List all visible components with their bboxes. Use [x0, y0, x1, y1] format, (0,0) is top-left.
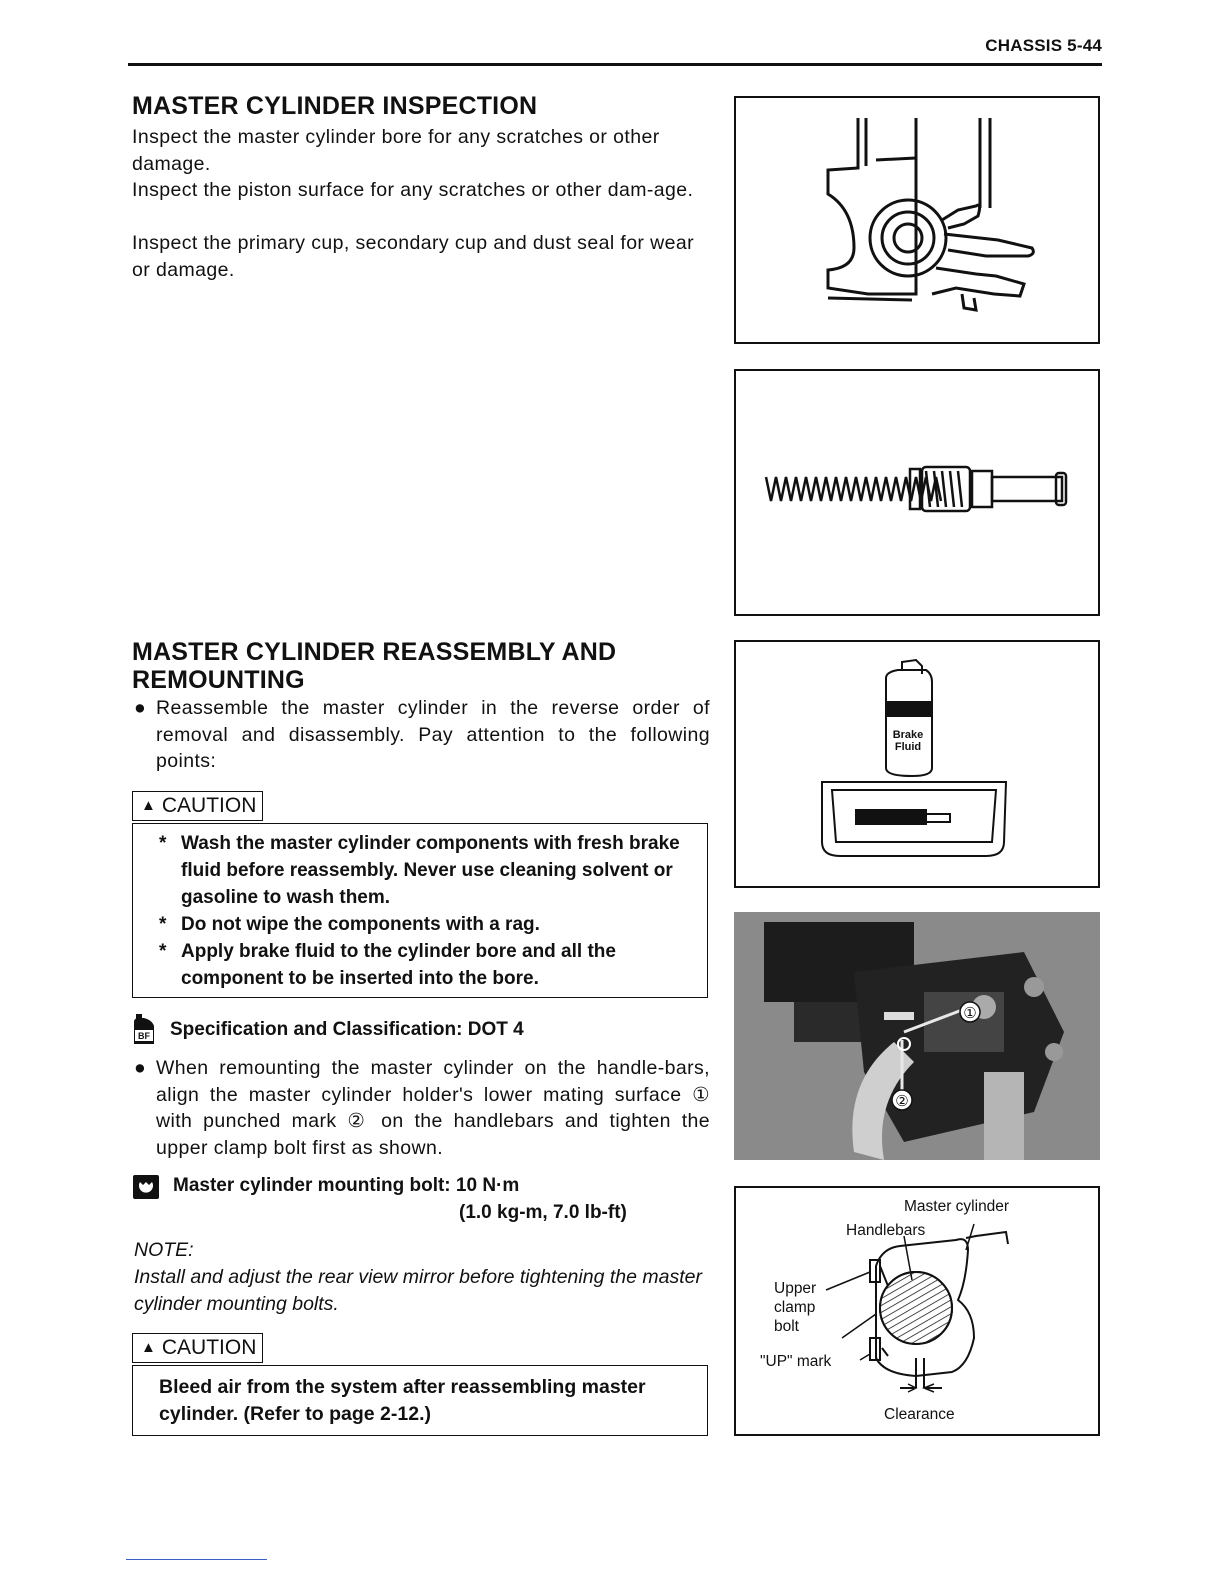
caution-2-text: Bleed air from the system after reassembling master cylinder. (Refer to page 2-12.): [159, 1376, 646, 1425]
reassembly-heading-line-1: MASTER CYLINDER REASSEMBLY AND: [132, 638, 617, 666]
reassembly-heading: [132, 638, 616, 694]
torque-spec-line-2: (1.0 kg-m, 7.0 lb-ft): [459, 1202, 627, 1223]
inspection-paragraph-2: Inspect the piston surface for any scratches or other dam-age.: [132, 179, 694, 201]
caution-box-2: [132, 1365, 708, 1436]
note-text: Install and adjust the rear view mirror before tightening the master cylinder mounting bolts.: [134, 1266, 702, 1315]
inspection-paragraph-3: Inspect the primary cup, secondary cup and dust seal for wear or damage.: [132, 232, 695, 281]
inspection-paragraph-1: Inspect the master cylinder bore for any scratches or other damage.: [132, 126, 660, 175]
reassembly-bullet-1-text: Reassemble the master cylinder in the reverse order of removal and disassembly. Pay attention to the following points:: [156, 697, 710, 772]
label-upper-clamp-bolt: Upper clamp bolt: [774, 1280, 817, 1335]
note-label: NOTE:: [134, 1239, 194, 1261]
warning-triangle-icon: ▲: [141, 797, 156, 814]
caution-box-1: [132, 823, 708, 998]
warning-triangle-icon: ▲: [141, 1339, 156, 1356]
reassembly-heading-line-2: REMOUNTING: [132, 666, 305, 694]
label-master-cylinder: Master cylinder: [904, 1198, 1010, 1215]
footer-link-line: [126, 1559, 267, 1560]
figure-master-cylinder-bore: [734, 96, 1100, 344]
caution-item-3: * Apply brake fluid to the cylinder bore and all the component to be inserted into the bore.: [159, 941, 616, 989]
svg-text:Fluid: Fluid: [894, 741, 922, 753]
svg-text:②: ②: [895, 1092, 909, 1110]
figure-clamp-diagram: [734, 1186, 1100, 1436]
svg-text:①: ①: [963, 1004, 977, 1022]
label-handlebars: Handlebars: [846, 1222, 926, 1239]
figure-photo-mounted-cylinder: [734, 912, 1100, 1160]
piston-spring-illustration: [736, 371, 1098, 614]
torque-spec-line-1: Master cylinder mounting bolt: 10 N·m: [173, 1175, 520, 1196]
inspection-heading: MASTER CYLINDER INSPECTION: [132, 92, 538, 120]
caution-label-1: [132, 791, 263, 821]
label-clearance: Clearance: [884, 1406, 955, 1423]
caution-item-2: * Do not wipe the components with a rag.: [159, 914, 540, 935]
page-header: [128, 36, 1102, 66]
brake-fluid-tray-illustration: [736, 642, 1098, 886]
caution-label-2-text: CAUTION: [161, 1336, 257, 1359]
brake-fluid-icon: [132, 1012, 162, 1051]
reassembly-bullet-2: [132, 1055, 710, 1161]
figure-brake-fluid-wash: [734, 640, 1100, 888]
label-up-mark: "UP" mark: [760, 1353, 832, 1370]
caution-label-2: [132, 1333, 263, 1363]
figure-piston-and-cups: [734, 369, 1100, 616]
svg-text:BF: BF: [138, 1031, 150, 1041]
spec-classification: Specification and Classification: DOT 4: [170, 1019, 524, 1040]
bullet-dot: ●: [134, 697, 147, 719]
section-page-number: CHASSIS 5-44: [985, 36, 1102, 55]
master-cylinder-illustration: [736, 98, 1098, 342]
torque-wrench-icon: [132, 1174, 160, 1205]
caution-label-1-text: CAUTION: [161, 794, 257, 817]
caution-item-1: * Wash the master cylinder components with fresh brake fluid before reassembly. Never use cleaning solvent or gasoline to wash them.: [159, 833, 680, 908]
bullet-dot: ●: [134, 1057, 147, 1079]
mounted-cylinder-photo: [734, 912, 1100, 1160]
reassembly-bullet-1: [132, 695, 710, 775]
svg-text:Brake: Brake: [892, 729, 924, 741]
reassembly-bullet-2-text: When remounting the master cylinder on the handle-bars, align the master cylinder holder's lower mating surface ① with punched mark ② on the handlebars and tighten the upper clamp bolt first as shown.: [156, 1057, 710, 1159]
